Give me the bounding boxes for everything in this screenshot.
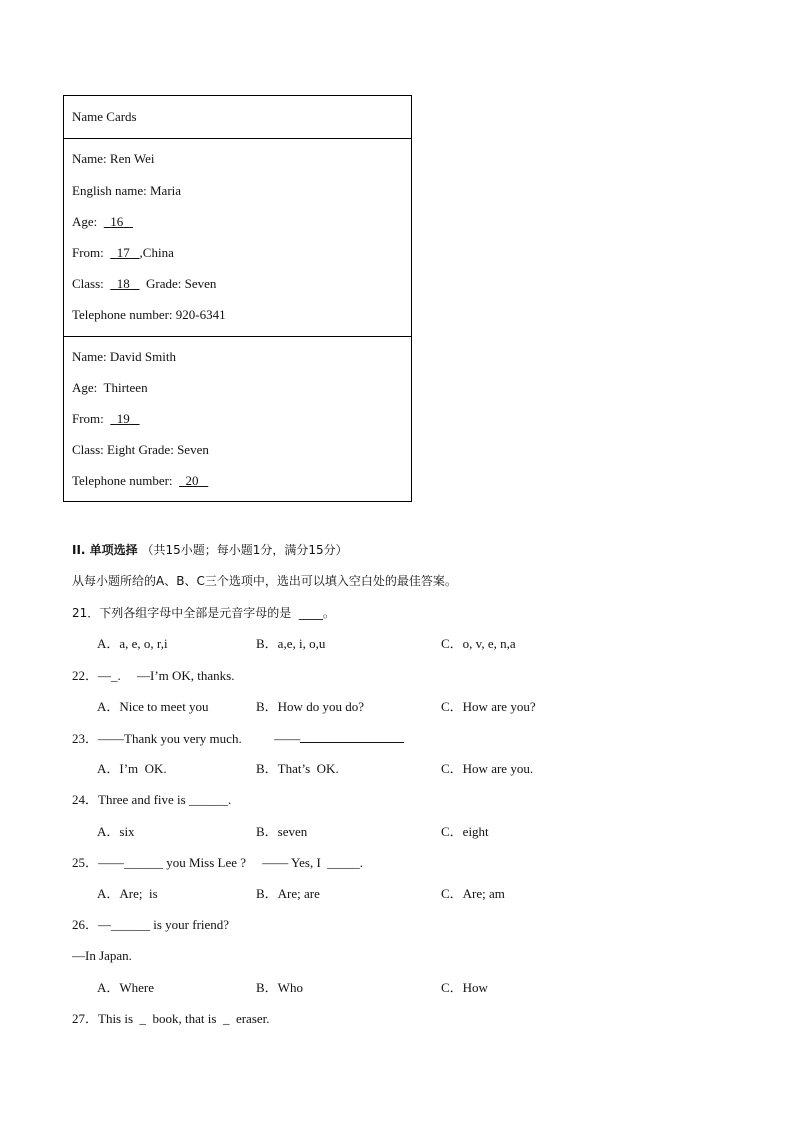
option-b: B．Are; are [256, 886, 320, 901]
p1-class: Class: 18 Grade: Seven [72, 276, 217, 291]
p2-telephone: Telephone number: 20 [72, 474, 208, 488]
card-title: Name Cards [72, 109, 137, 124]
p2-class-grade: Class: Eight Grade: Seven [72, 442, 209, 457]
question-stem: 21．下列各组字母中全部是元音字母的是 ____。 [72, 606, 335, 620]
answer-blank [300, 730, 404, 743]
option-b: B．Who [256, 980, 303, 995]
section-instruction: 从每小题所给的A、B、C三个选项中，选出可以填入空白处的最佳答案。 [72, 574, 457, 588]
p1-english-name: English name: Maria [72, 183, 182, 198]
option-c: C．o, v, e, n,a [441, 636, 516, 651]
p1-age: Age: 16 [72, 215, 133, 229]
p2-from: From: 19 [72, 412, 140, 426]
option-b: B．seven [256, 824, 308, 839]
option-a: A．a, e, o, r,i [97, 636, 168, 651]
question-stem: 26．—______ is your friend? [72, 917, 230, 932]
question-stem: 25．——______ you Miss Lee ? —— Yes, I _____. [72, 855, 364, 870]
question-stem: 23．——Thank you very much. —— [72, 730, 404, 747]
section-heading: II. 单项选择 （共15小题；每小题1分，满分15分） [72, 543, 348, 557]
dialogue-reply: —In Japan. [72, 948, 132, 963]
option-a: A．Where [97, 980, 155, 995]
option-c: C．eight [441, 824, 489, 839]
p2-from-blank: 19 [116, 411, 130, 426]
name-cards-table [63, 95, 412, 502]
p1-telephone: Telephone number: 920-6341 [72, 307, 226, 322]
option-a: A．Nice to meet you [97, 699, 209, 714]
p1-age-blank: 16 [110, 214, 124, 229]
p2-name: Name: David Smith [72, 349, 176, 364]
card-person2 [64, 336, 411, 501]
p2-tel-blank: 20 [185, 473, 199, 488]
option-c: C．How [441, 980, 488, 995]
option-b: B．How do you do? [256, 699, 364, 714]
p1-name: Name: Ren Wei [72, 151, 155, 166]
p1-class-blank: 18 [116, 276, 130, 291]
question-stem: 22．—_. —I’m OK, thanks. [72, 668, 235, 683]
p1-from: From: 17 ,China [72, 245, 174, 260]
option-b: B．a,e, i, o,u [256, 636, 326, 651]
option-c: C．How are you. [441, 761, 534, 776]
card-person1 [64, 138, 411, 337]
option-c: C．Are; am [441, 886, 505, 901]
card-title-row [64, 96, 411, 139]
option-b: B．That’s OK. [256, 761, 339, 776]
p1-from-blank: 17 [116, 245, 130, 260]
option-a: A．Are; is [97, 886, 158, 901]
question-stem: 27．This is _ book, that is _ eraser. [72, 1011, 270, 1026]
option-c: C．How are you? [441, 699, 536, 714]
question-stem: 24．Three and five is ______. [72, 792, 232, 807]
option-a: A．I’m OK. [97, 761, 167, 776]
option-a: A．six [97, 824, 135, 839]
p2-age: Age: Thirteen [72, 380, 148, 395]
